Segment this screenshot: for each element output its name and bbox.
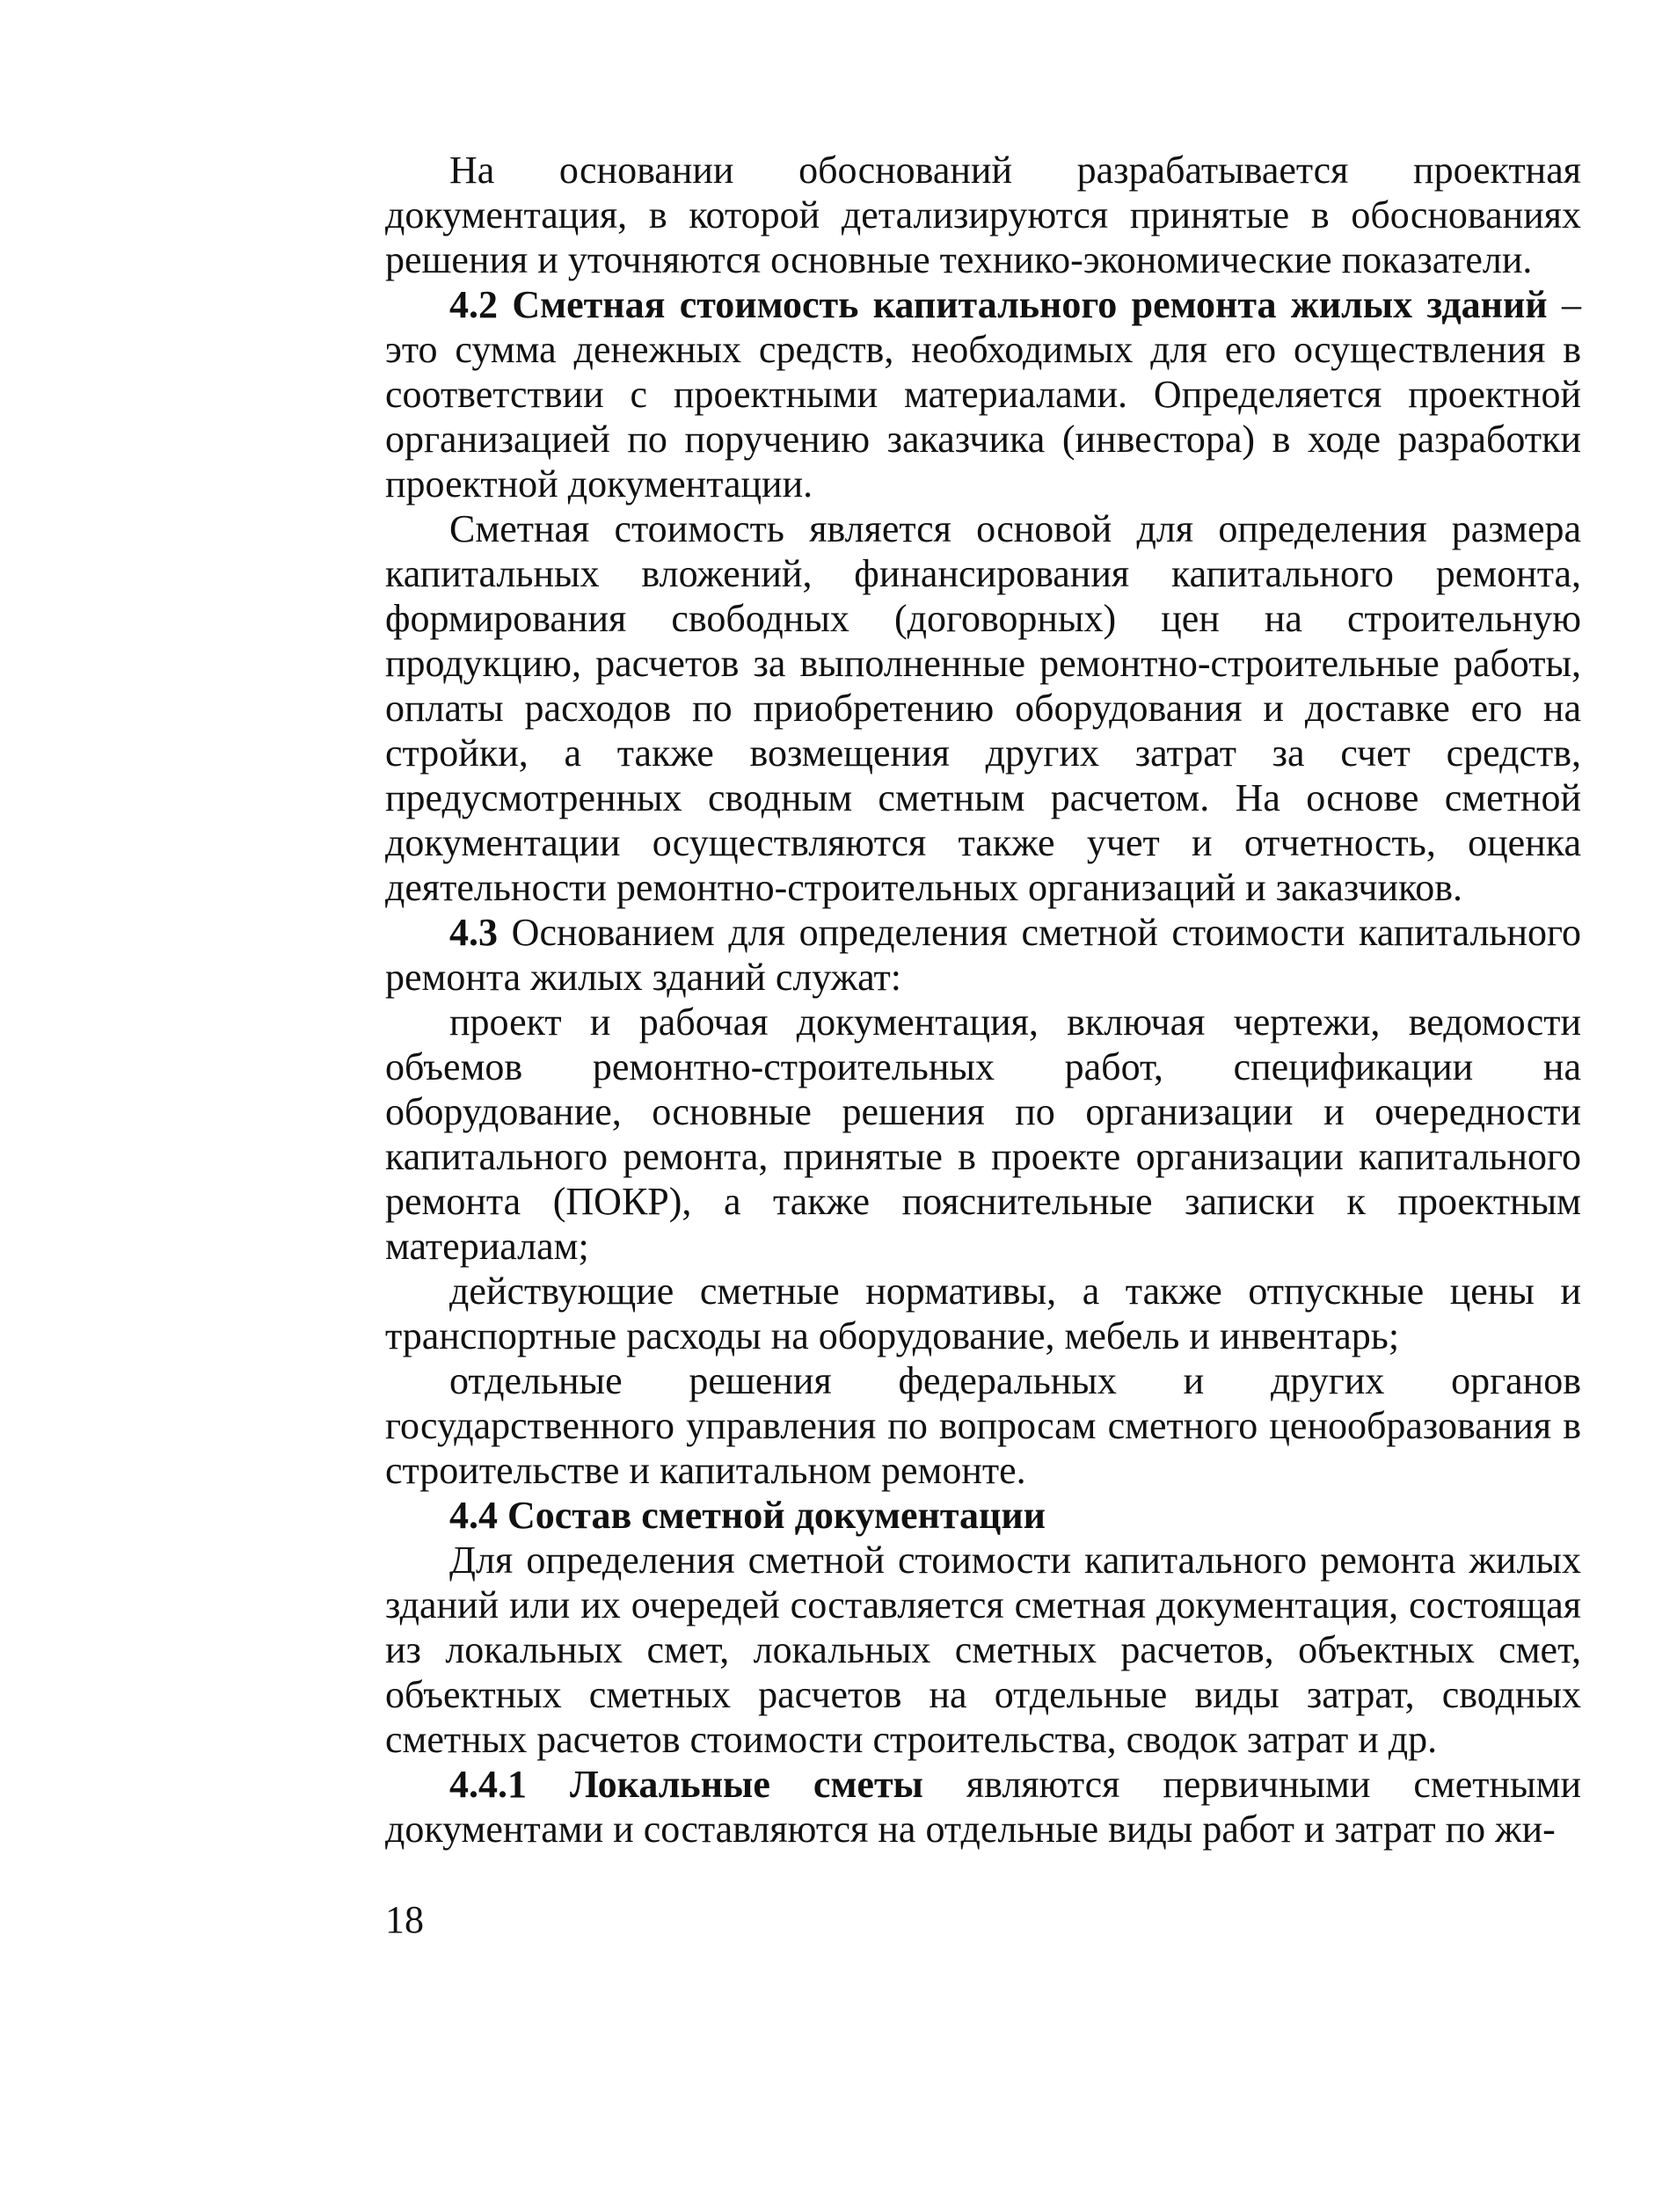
paragraph-text: Сметная стоимость является основой для определения размера капитальных вложений, финансирования капитального ремонта, формирования свободных (договорных) цен на строительную продукцию, расчетов за выполненные ремонтно-строительные работы, оплаты расходов по приобретению оборудования и доставке его на стройки, а также возмещения других затрат за счет средств, предусмотренных сводным сметным расчетом. На основе сметной документации осуществляются также учет и отчетность, оценка деятельности ремонтно-строительных организаций и заказчиков. — [385, 507, 1581, 909]
paragraph-composition — [385, 1538, 1581, 1762]
paragraph-list-item-1 — [385, 1000, 1581, 1269]
paragraph-heading: 4.2 Сметная стоимость капитального ремонта жилых зданий — [449, 283, 1548, 326]
body-text — [385, 148, 1581, 1852]
paragraph-text: – это сумма денежных средств, необходимых для его осуществления в соответствии с проектными материалами. Определяется проектной организацией по поручению заказчика (инвестора) в ходе разработки проектной документации. — [385, 283, 1582, 506]
paragraph-heading: 4.3 — [449, 911, 498, 954]
page-number: 18 — [385, 1898, 424, 1941]
paragraph-text: На основании обоснований разрабатывается проектная документация, в которой детализируются принятые в обоснованиях решения и уточняются основные технико-экономические показатели. — [385, 149, 1581, 281]
paragraph-text: отдельные решения федеральных и других органов государственного управления по вопросам сметного ценообразования в строительстве и капитальном ремонте. — [385, 1359, 1581, 1492]
paragraph-list-item-2 — [385, 1269, 1581, 1358]
paragraph-4-4-1 — [385, 1762, 1581, 1852]
paragraph-text: действующие сметные нормативы, а также отпускные цены и транспортные расходы на оборудование, мебель и инвентарь; — [385, 1270, 1581, 1357]
paragraph-text: Основанием для определения сметной стоимости капитального ремонта жилых зданий служат: — [385, 911, 1581, 999]
paragraph-list-item-3 — [385, 1358, 1581, 1493]
paragraph-4-2 — [385, 282, 1581, 506]
paragraph-text: являются первичными сметными документами и составляются на отдельные виды работ и затрат по жи- — [385, 1763, 1581, 1851]
paragraph-4-3 — [385, 910, 1581, 1000]
section-heading-4-4 — [385, 1493, 1581, 1538]
paragraph-intro — [385, 148, 1581, 282]
paragraph-text: проект и рабочая документация, включая чертежи, ведомости объемов ремонтно-строительных работ, спецификации на оборудование, основные решения по организации и очередности капитального ремонта, принятые в проекте организации капитального ремонта (ПОКР), а также пояснительные записки к проектным материалам; — [385, 1000, 1581, 1268]
paragraph-heading: 4.4 Состав сметной документации — [449, 1494, 1046, 1537]
paragraph-heading: 4.4.1 Локальные сметы — [449, 1763, 923, 1806]
paragraph-basis — [385, 506, 1581, 910]
paragraph-text: Для определения сметной стоимости капитального ремонта жилых зданий или их очередей составляется сметная документация, состоящая из локальных смет, локальных сметных расчетов, объектных смет, объектных сметных расчетов на отдельные виды затрат, сводных сметных расчетов стоимости строительства, сводок затрат и др. — [385, 1539, 1581, 1761]
